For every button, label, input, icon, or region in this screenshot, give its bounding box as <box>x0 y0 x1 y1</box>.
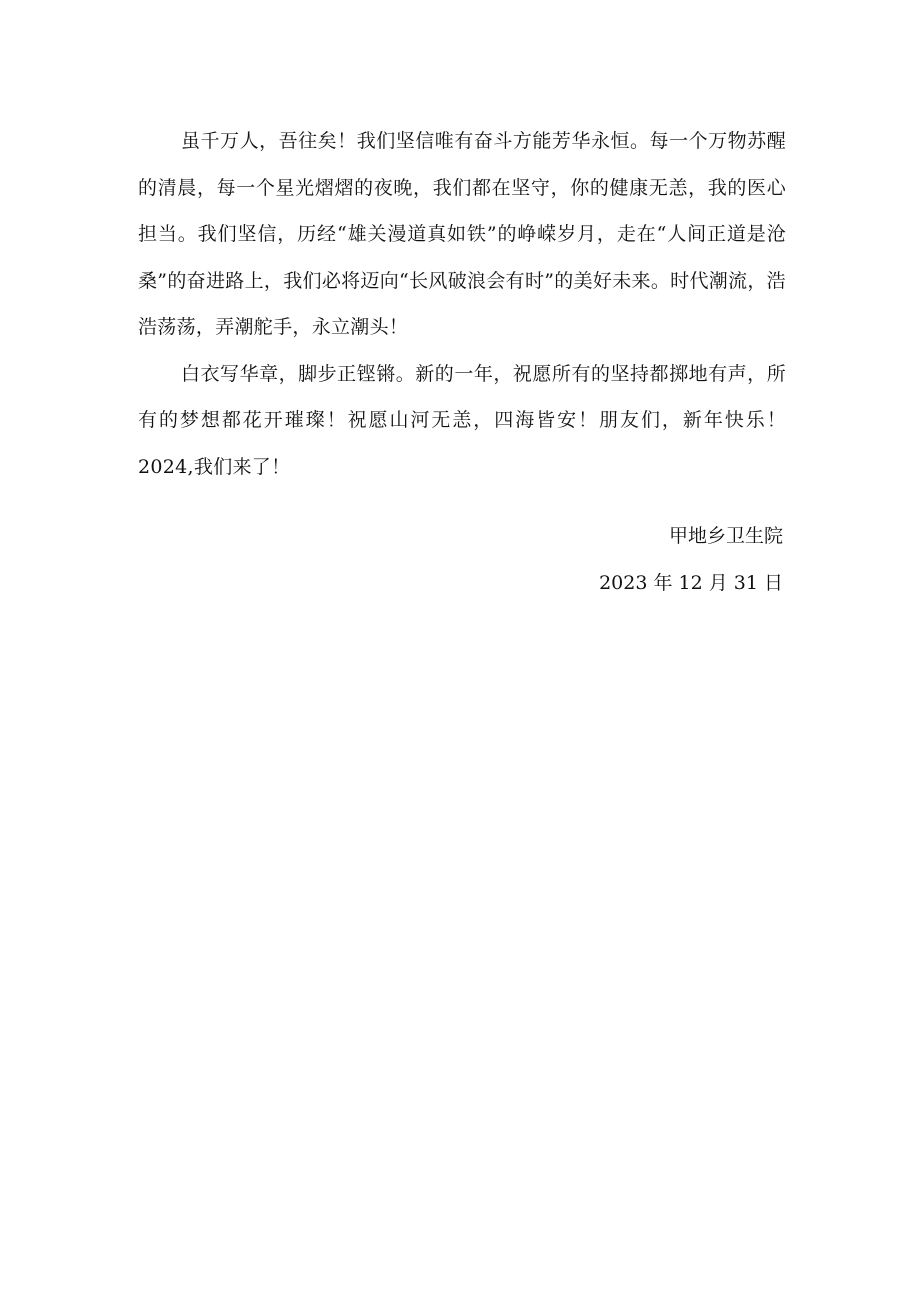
document-body <box>138 118 786 490</box>
signature-organization: 甲地乡卫生院 <box>668 525 783 547</box>
paragraph-2: 白衣写华章，脚步正铿锵。新的一年，祝愿所有的坚持都掷地有声，所有的梦想都花开璀璨！祝愿山河无恙，四海皆安！朋友们，新年快乐！2024,我们来了！ <box>138 362 786 478</box>
signature-date: 2023 年 12 月 31 日 <box>599 572 783 594</box>
paragraph-1: 虽千万人，吾往矣！我们坚信唯有奋斗方能芳华永恒。每一个万物苏醒的清晨，每一个星光熠熠的夜晚，我们都在坚守，你的健康无恙，我的医心担当。我们坚信，历经“雄关漫道真如铁”的峥嵘岁月，走在“人间正道是沧桑”的奋进路上，我们必将迈向“长风破浪会有时”的美好未来。时代潮流，浩浩荡荡，弄潮舵手，永立潮头！ <box>138 130 786 338</box>
